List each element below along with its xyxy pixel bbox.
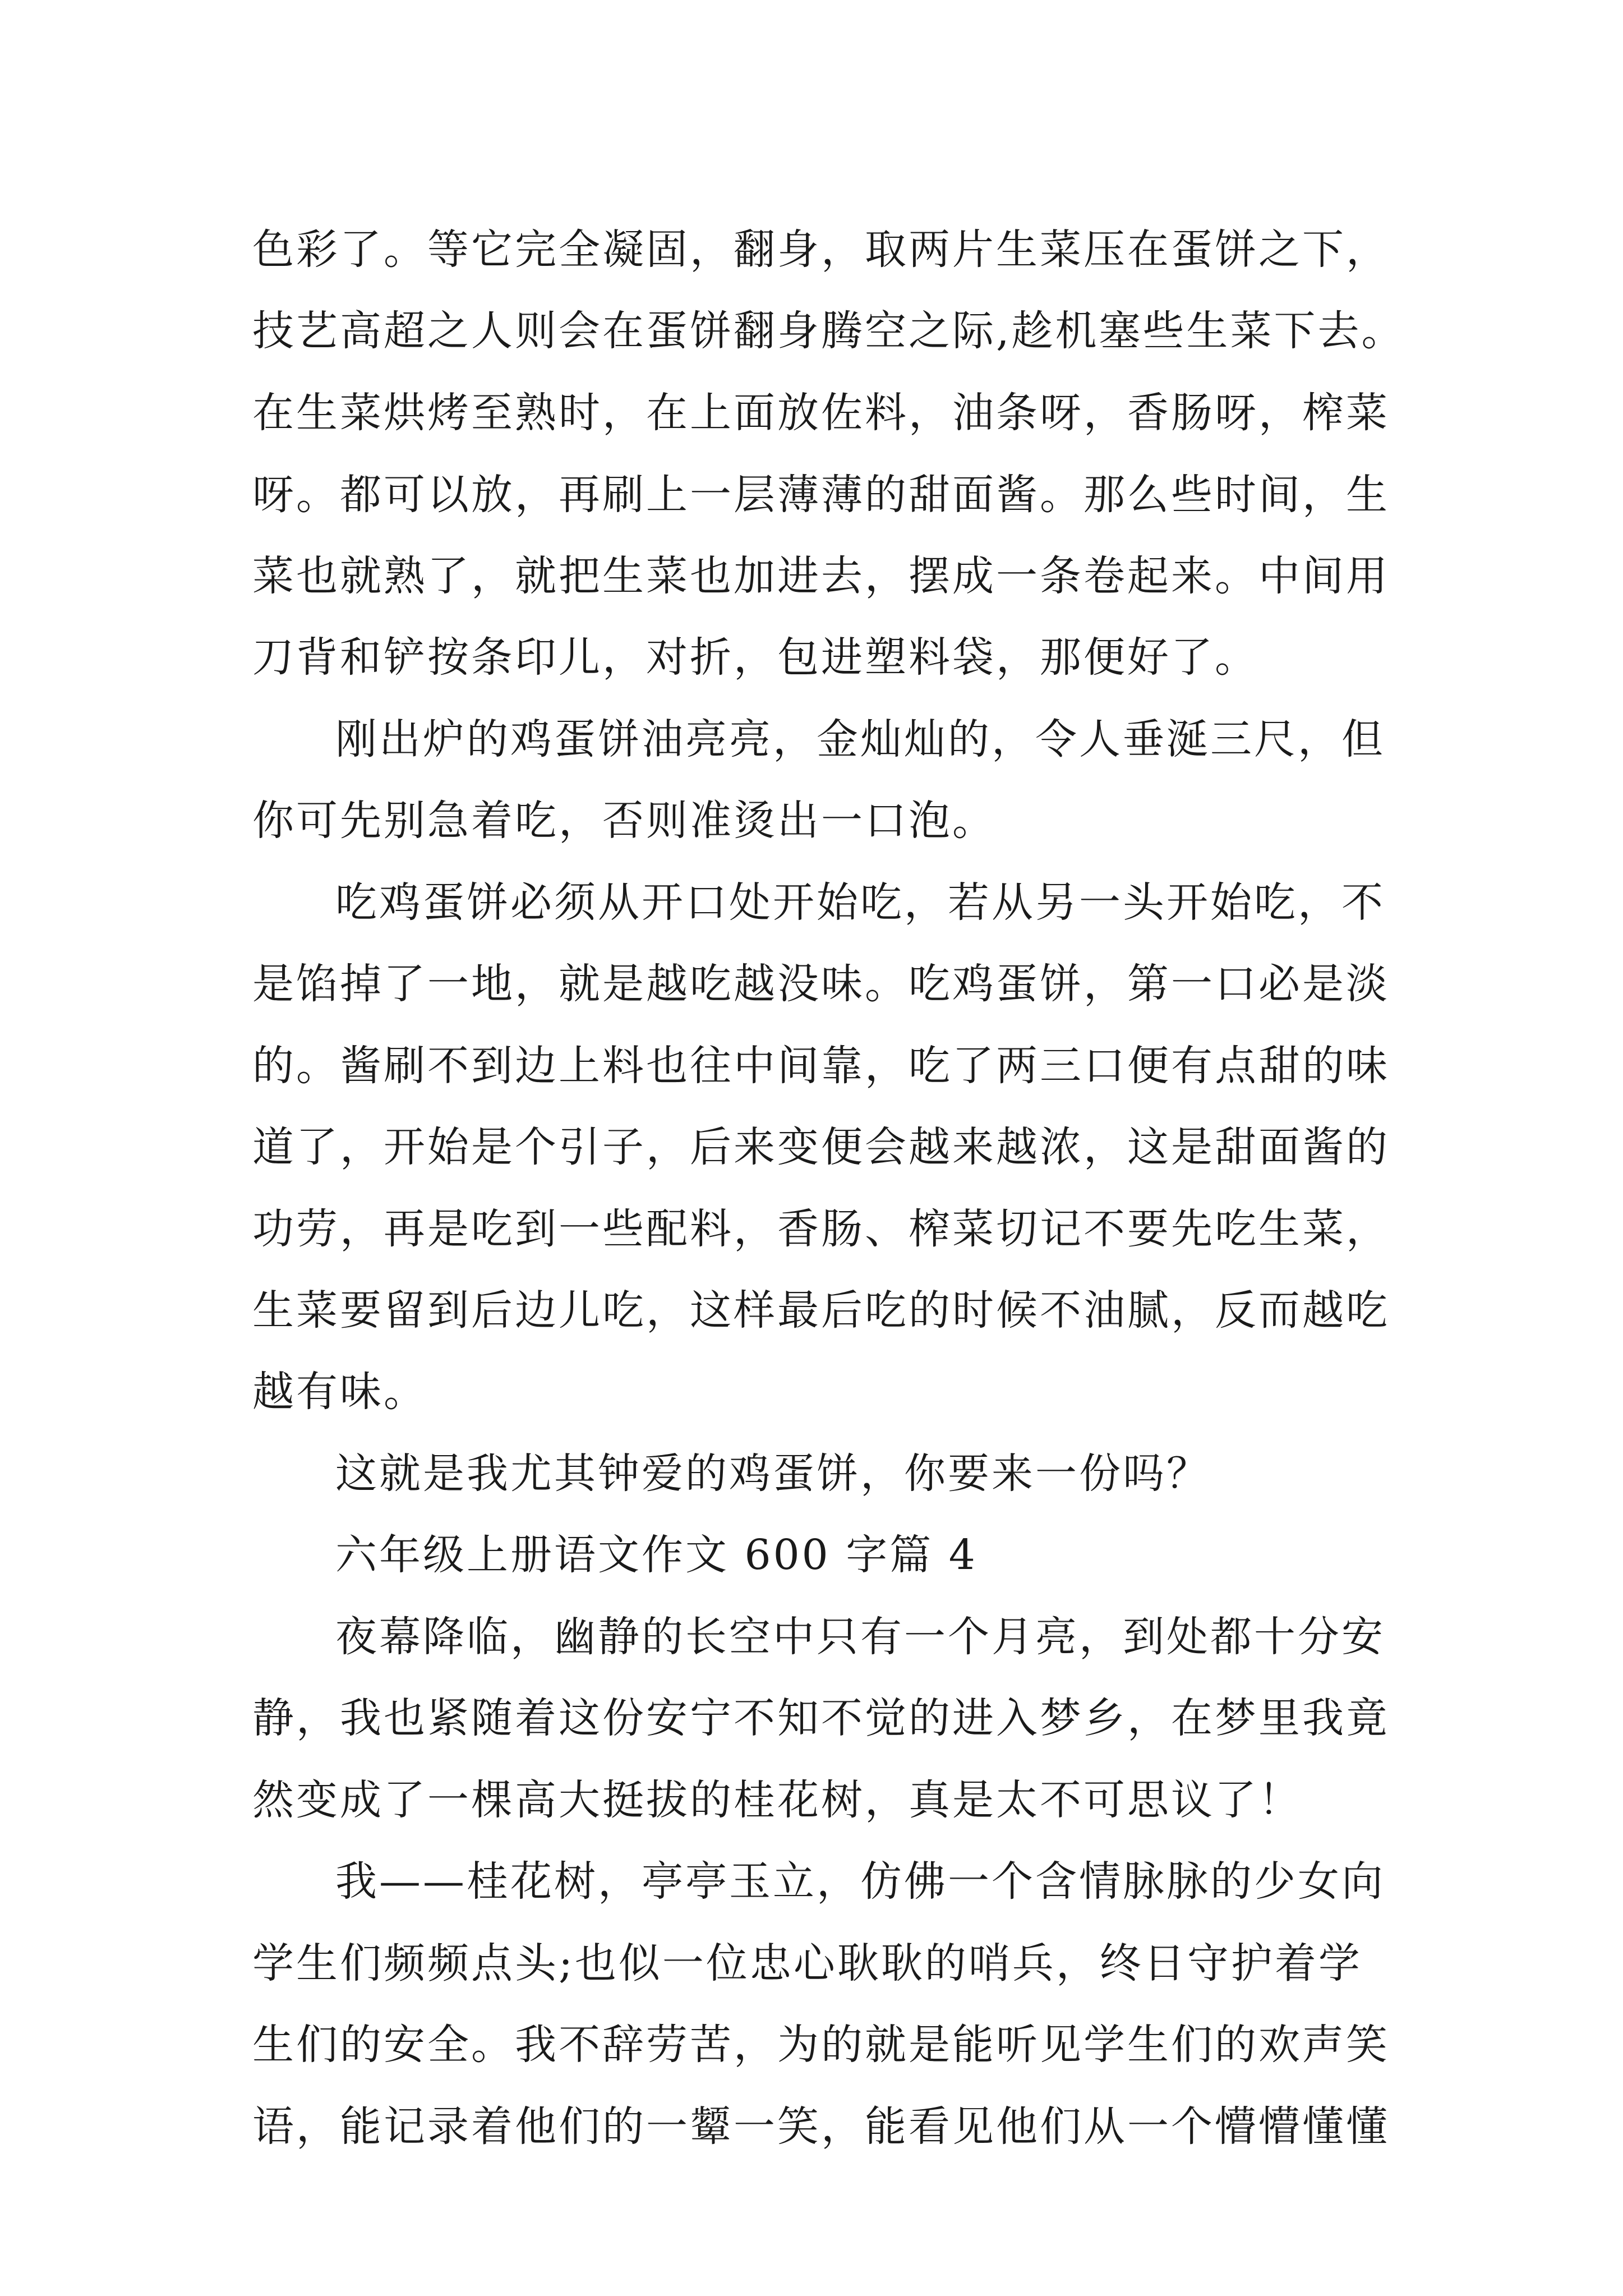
text-line: 呀。都可以放，再刷上一层薄薄的甜面酱。那么些时间，生 <box>252 471 1390 519</box>
text-line: 生菜要留到后边儿吃，这样最后吃的时候不油腻，反而越吃 <box>252 1286 1390 1335</box>
paragraph-first-line: 我——桂花树，亭亭玉立，仿佛一个含情脉脉的少女向 <box>335 1857 1385 1906</box>
section-heading: 六年级上册语文作文 600 字篇 4 <box>335 1531 978 1579</box>
text-line: 刀背和铲按条印儿，对折，包进塑料袋，那便好了。 <box>252 633 1258 682</box>
text-line: 菜也就熟了，就把生菜也加进去，摆成一条卷起来。中间用 <box>252 552 1390 600</box>
paragraph-first-line: 吃鸡蛋饼必须从开口处开始吃，若从另一头开始吃，不 <box>335 878 1385 927</box>
text-line: 然变成了一棵高大挺拔的桂花树，真是太不可思议了！ <box>252 1776 1302 1824</box>
text-line: 越有味。 <box>252 1368 427 1416</box>
text-line: 色彩了。等它完全凝固，翻身，取两片生菜压在蛋饼之下， <box>252 226 1390 274</box>
text-line: 的。酱刷不到边上料也往中间靠，吃了两三口便有点甜的味 <box>252 1042 1390 1090</box>
text-line: 生们的安全。我不辞劳苦，为的就是能听见学生们的欢声笑 <box>252 2021 1390 2069</box>
text-line: 在生菜烘烤至熟时，在上面放佐料，油条呀，香肠呀，榨菜 <box>252 389 1390 437</box>
text-line: 道了，开始是个引子，后来变便会越来越浓，这是甜面酱的 <box>252 1123 1390 1171</box>
text-line: 学生们频频点头;也似一位忠心耿耿的哨兵，终日守护着学 <box>252 1939 1362 1987</box>
text-line: 功劳，再是吃到一些配料，香肠、榨菜切记不要先吃生菜， <box>252 1205 1390 1253</box>
text-line: 语，能记录着他们的一颦一笑，能看见他们从一个懵懵懂懂 <box>252 2102 1390 2151</box>
text-line: 是馅掉了一地，就是越吃越没味。吃鸡蛋饼，第一口必是淡 <box>252 960 1390 1008</box>
text-line: 你可先别急着吃，否则准烫出一口泡。 <box>252 797 996 845</box>
text-line: 静，我也紧随着这份安宁不知不觉的进入梦乡，在梦里我竟 <box>252 1694 1390 1742</box>
paragraph-first-line: 这就是我尤其钟爱的鸡蛋饼，你要来一份吗？ <box>335 1450 1210 1498</box>
text-line: 技艺高超之人则会在蛋饼翻身腾空之际,趁机塞些生菜下去。 <box>252 307 1405 355</box>
paragraph-first-line: 夜幕降临，幽静的长空中只有一个月亮，到处都十分安 <box>335 1613 1385 1661</box>
paragraph-first-line: 刚出炉的鸡蛋饼油亮亮，金灿灿的，令人垂涎三尺，但 <box>335 715 1385 763</box>
